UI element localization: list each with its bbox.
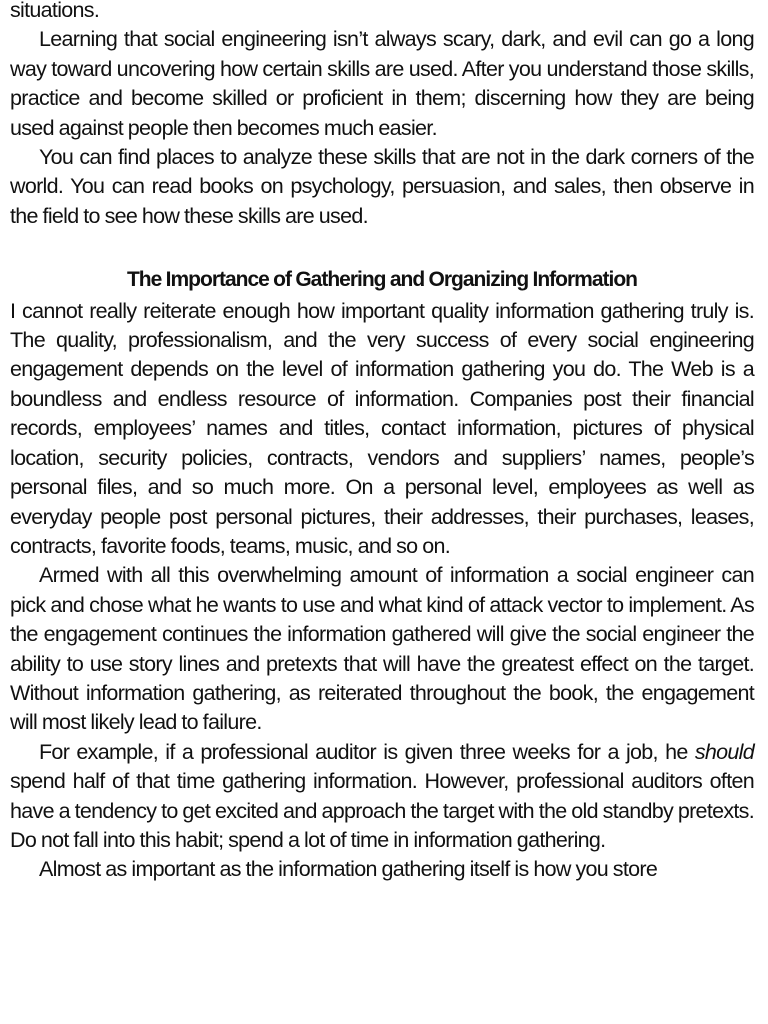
- paragraph-continuation: situations.: [10, 0, 100, 22]
- paragraph-storage-intro: Almost as important as the information gathering itself is how you store: [39, 857, 658, 882]
- paragraph-social-engineering-skills: Learning that social engineering isn’t always scary, dark, and evil can go a long way toward uncovering how certain skills are used. After you understand those skills, practice and become skilled or proficient in them; discerning how they are being used against people then becomes much easier.: [10, 27, 754, 140]
- example-text-start: For example, if a professional auditor is given three weeks for a job, he: [39, 739, 695, 764]
- paragraph-analyze-skills: You can find places to analyze these skills that are not in the dark corners of the world. You can read books on psychology, persuasion, and sales, then observe in the field to see how these skills are used.: [10, 145, 754, 228]
- paragraph-information-gathering: I cannot really reiterate enough how important quality information gathering truly is. The quality, professionalism, and the very success of every social engineering engagement depends on the level of information gathering you do. The Web is a boundless and endless resource of information. Companies post their financial records, employees’ names and titles, contact information, pictures of physical location, security policies, contracts, vendors and suppliers’ names, people’s personal files, and so much more. On a personal level, employees as well as everyday people post personal pictures, their addresses, their purchases, leases, contracts, favorite foods, teams, music, and so on.: [10, 298, 754, 558]
- section-heading: The Importance of Gathering and Organizing Information: [126, 268, 638, 292]
- book-page: [10, 0, 754, 885]
- paragraph-example-auditor: [10, 738, 754, 856]
- example-text-end: spend half of that time gathering information. However, professional auditors often have a tendency to get excited and approach the target with the old standby pretexts. Do not fall into this habit; spend a lot of time in information gathering.: [10, 769, 754, 852]
- emphasis-should: should: [694, 739, 754, 764]
- paragraph-armed-with-information: Armed with all this overwhelming amount of information a social engineer can pick and chose what he wants to use and what kind of attack vector to implement. As the engagement continues the information gathered will give the social engineer the ability to use story lines and pretexts that will have the greatest effect on the target. Without information gathering, as reiterated throughout the book, the engagement will most likely lead to failure.: [10, 563, 754, 735]
